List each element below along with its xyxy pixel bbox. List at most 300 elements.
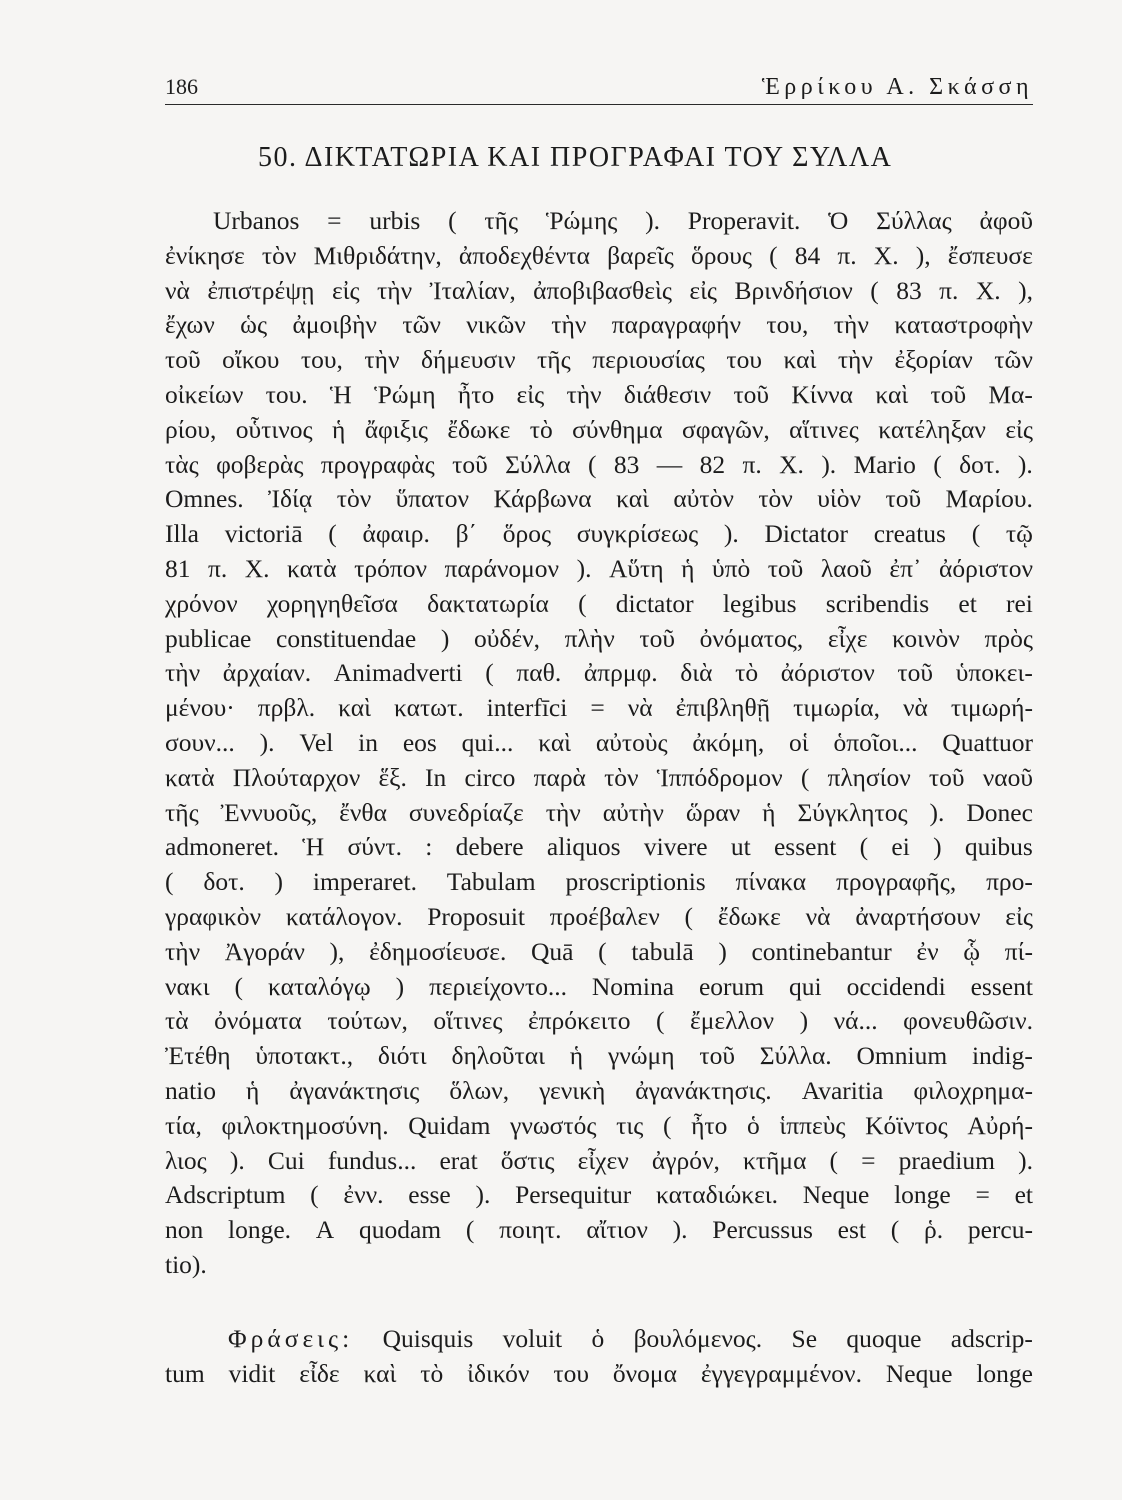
- word: π.: [742, 449, 762, 479]
- word: κατωτ.: [393, 693, 464, 723]
- word: τὰ: [165, 1006, 189, 1036]
- word: κατέληξαν: [878, 414, 986, 444]
- text-line: [165, 1322, 1033, 1357]
- word: ὑπὸ: [711, 553, 751, 583]
- word: του: [726, 345, 762, 375]
- word: Ῥώμης: [545, 206, 618, 235]
- word: (: [598, 936, 607, 966]
- word: βουλόμενος.: [633, 1324, 763, 1353]
- text-line: [165, 935, 1033, 970]
- word: ἡ: [569, 1041, 584, 1071]
- word: ᾧ: [963, 936, 981, 966]
- word: A: [315, 1215, 335, 1245]
- word: quoque: [846, 1324, 922, 1353]
- word: indig-: [971, 1041, 1033, 1071]
- word: τῆς: [165, 797, 199, 827]
- word: ἄφιξις: [364, 414, 428, 444]
- word: δηλοῦται: [451, 1041, 545, 1071]
- text-line: [165, 1004, 1033, 1039]
- word: tabulā: [631, 936, 694, 966]
- text-line: [165, 796, 1033, 831]
- word: Nomina: [591, 971, 675, 1001]
- page-number: 186: [165, 74, 198, 99]
- word: καὶ: [616, 484, 649, 514]
- word: Cui: [267, 1145, 305, 1175]
- word: εἶχεν: [577, 1145, 629, 1175]
- word: ἀπρμφ.: [583, 658, 658, 688]
- word: ἰδικόν: [467, 1358, 530, 1388]
- word: κοινὸν: [892, 623, 960, 653]
- word: φονευθῶσιν.: [903, 1006, 1033, 1036]
- word: π.: [208, 553, 228, 583]
- word: οὐδέν,: [474, 623, 541, 653]
- word: σφαγῶν,: [682, 414, 770, 444]
- word: ): [395, 971, 405, 1001]
- word: adscrip-: [950, 1324, 1033, 1353]
- word: τοῦ: [897, 658, 934, 688]
- word: Ἰδίᾳ: [268, 484, 313, 514]
- word: τὴν: [165, 658, 201, 688]
- word: Σύγκλητος: [797, 797, 908, 827]
- word: Κάρβωνα: [493, 484, 592, 514]
- word: λιος: [165, 1145, 207, 1175]
- word: εἶδε: [299, 1358, 340, 1388]
- word: μένου·: [165, 693, 235, 723]
- word: publicae: [165, 623, 252, 653]
- word: =: [327, 206, 342, 235]
- word: ἡ: [246, 1075, 260, 1105]
- word: δήμευσιν: [421, 345, 516, 375]
- text-line: [165, 1109, 1033, 1144]
- word: ἐν: [916, 936, 939, 966]
- text-line: [165, 1039, 1033, 1074]
- text-line: [165, 1213, 1033, 1248]
- word: continebantur: [751, 936, 892, 966]
- word: victoriā: [224, 519, 303, 549]
- word: longe: [976, 1358, 1033, 1388]
- word: ἀόριστον: [939, 553, 1033, 583]
- word: οἰκείων: [165, 379, 244, 409]
- text-line: [165, 691, 1033, 726]
- word: δοτ.: [203, 867, 245, 897]
- word: Ἱππόδρομον: [656, 762, 783, 792]
- word: debere: [455, 832, 524, 862]
- word: creatus: [873, 519, 946, 549]
- word: ἀφαιρ.: [362, 519, 430, 549]
- word: Dictator: [764, 519, 849, 549]
- text-line: [165, 1248, 1033, 1283]
- word: (: [655, 1006, 665, 1036]
- word: αἴτιον: [586, 1215, 648, 1245]
- word: χρόνον: [165, 588, 238, 618]
- text-line: [165, 482, 1033, 517]
- word: ὥραν: [685, 797, 741, 827]
- word: τία,: [165, 1110, 202, 1140]
- word: τιμωρία,: [793, 693, 880, 723]
- text-line: [165, 448, 1033, 483]
- word: νὰ: [165, 275, 190, 305]
- word: (: [165, 867, 174, 897]
- word: 83: [613, 449, 640, 479]
- word: ): [440, 623, 450, 653]
- word: τὴν: [377, 275, 413, 305]
- word: (: [971, 519, 981, 549]
- word: (: [485, 658, 494, 688]
- phrases-label: Φράσεις:: [228, 1324, 354, 1353]
- word: περιουσίας: [592, 345, 705, 375]
- word: ἐνίκησε: [165, 240, 245, 270]
- word: (: [829, 1145, 839, 1175]
- word: ἔχων: [165, 310, 215, 340]
- word: ἦτο: [457, 379, 495, 409]
- word: διότι: [377, 1041, 427, 1071]
- word: γενικὴ: [539, 1075, 606, 1105]
- word: Ἰταλίαν,: [429, 275, 516, 305]
- text-line: [165, 378, 1033, 413]
- word: αὐτοὺς: [595, 727, 668, 757]
- commentary-body: [165, 204, 1033, 1283]
- word: ἐπιβληθῇ: [675, 693, 771, 723]
- word: ).: [821, 449, 837, 479]
- word: (: [328, 519, 337, 549]
- word: Κόϊντος: [865, 1110, 948, 1140]
- word: αὐτὴν: [602, 797, 664, 827]
- word: vidit: [228, 1358, 276, 1388]
- word: interfīci: [486, 693, 568, 723]
- text-line: [165, 830, 1033, 865]
- word: 82: [699, 449, 726, 479]
- word: rei: [1005, 588, 1033, 618]
- word: νακι: [165, 971, 210, 1001]
- word: του,: [300, 345, 343, 375]
- word: ἡ: [762, 797, 776, 827]
- word: τῆς: [537, 345, 571, 375]
- word: τὸν: [336, 484, 372, 514]
- word: παρὰ: [533, 762, 586, 792]
- word: Mario: [853, 449, 916, 479]
- word: τὴν: [837, 345, 873, 375]
- text-line: [165, 308, 1033, 343]
- word: ).: [1018, 1145, 1033, 1175]
- text-line: [165, 726, 1033, 761]
- word: προγραφῆς,: [836, 867, 957, 897]
- word: Donec: [966, 797, 1033, 827]
- word: Se: [791, 1324, 818, 1353]
- word: =: [590, 693, 605, 723]
- word: Quattuor: [942, 727, 1033, 757]
- section-title: 50. ΔΙΚΤΑΤΩΡΙΑ ΚΑΙ ΠΡΟΓΡΑΦΑΙ ΤΟΥ ΣΥΛΛΑ: [258, 142, 893, 173]
- word: Χ.: [779, 449, 804, 479]
- word: (: [859, 832, 869, 862]
- word: εἰς: [1005, 901, 1033, 931]
- word: in: [358, 727, 378, 757]
- word: ἡ: [331, 414, 346, 444]
- word: Quā: [531, 936, 574, 966]
- word: κατὰ: [287, 553, 337, 583]
- word: Σύλλα: [505, 449, 571, 479]
- word: Χ.: [975, 275, 1001, 305]
- word: qui: [789, 971, 822, 1001]
- word: ὕπατον: [395, 484, 470, 514]
- word: urbis: [369, 206, 421, 235]
- word: Σύλλα.: [759, 1041, 832, 1071]
- word: quibus: [964, 832, 1033, 862]
- word: ῥ.: [923, 1215, 944, 1245]
- word: τῷ: [1005, 519, 1033, 549]
- word: τοῦ: [699, 1041, 735, 1071]
- word: ἡ: [681, 553, 695, 583]
- word: est: [837, 1215, 866, 1245]
- word: ἀρχαίαν.: [222, 658, 312, 688]
- word: voluit: [502, 1324, 563, 1353]
- word: πίνακα: [735, 867, 807, 897]
- word: πλὴν: [564, 623, 615, 653]
- word: 83: [896, 275, 922, 305]
- word: τοῦ: [928, 762, 965, 792]
- word: (: [890, 1215, 900, 1245]
- word: Quidam: [408, 1110, 491, 1140]
- word: τὴν: [165, 936, 201, 966]
- word: erat: [439, 1145, 478, 1175]
- text-line: [165, 900, 1033, 935]
- word: νὰ: [805, 901, 831, 931]
- word: νά...: [833, 1006, 878, 1036]
- word: ): [799, 1006, 809, 1036]
- word: χορηγηθεῖσα: [266, 588, 398, 618]
- text-line: [165, 204, 1033, 239]
- word: καὶ: [363, 1358, 397, 1388]
- word: imperaret.: [312, 867, 417, 897]
- word: φιλοχρημα-: [913, 1075, 1033, 1105]
- word: π.: [939, 275, 959, 305]
- word: Animadverti: [333, 658, 463, 688]
- phrases-paragraph: [165, 1322, 1033, 1392]
- word: παραγραφήν: [611, 310, 742, 340]
- word: τὴν: [364, 345, 400, 375]
- word: ὅρος: [502, 519, 552, 549]
- word: constituendae: [276, 623, 417, 653]
- word: προέβαλεν: [549, 901, 660, 931]
- word: κτῆμα: [742, 1145, 807, 1175]
- word: Omnium: [856, 1041, 948, 1071]
- word: fundus...: [327, 1145, 417, 1175]
- word: Χ.: [873, 240, 899, 270]
- word: ).: [1017, 449, 1033, 479]
- word: Ἀγοράν: [224, 936, 305, 966]
- word: =: [861, 1145, 876, 1175]
- word: ἀκόμη,: [692, 727, 765, 757]
- word: οὗτινος: [235, 414, 313, 444]
- word: longe.: [228, 1215, 292, 1245]
- word: Κίννα: [791, 379, 854, 409]
- text-line: [165, 1178, 1033, 1213]
- word: (: [448, 206, 457, 235]
- page-header: [165, 74, 1033, 105]
- word: ).: [229, 1145, 245, 1175]
- word: καταστροφὴν: [894, 310, 1033, 340]
- word: ).: [723, 519, 739, 549]
- word: π.: [837, 240, 857, 270]
- word: εἰς: [516, 379, 545, 409]
- word: Tabulam: [446, 867, 536, 897]
- word: ἐνν.: [343, 1180, 384, 1210]
- word: τὴν: [545, 797, 581, 827]
- word: τὸν: [758, 484, 793, 514]
- word: ὑποκει-: [955, 658, 1033, 688]
- word: ),: [1018, 275, 1033, 305]
- word: Μα-: [988, 379, 1033, 409]
- word: Persequitur: [515, 1180, 632, 1210]
- word: αὐτὸν: [673, 484, 734, 514]
- text-line: [165, 970, 1033, 1005]
- word: ἱππεὺς: [779, 1110, 846, 1140]
- word: ἐγγεγραμμένον.: [700, 1358, 862, 1388]
- word: Ἐννυοῦς,: [220, 797, 318, 827]
- word: Properavit.: [687, 206, 801, 235]
- word: Illa: [165, 519, 199, 549]
- word: ἐδημοσίευσε.: [369, 936, 507, 966]
- word: Μιθριδάτην,: [313, 240, 442, 270]
- word: εἶχε: [827, 623, 868, 653]
- word: τοῦ: [639, 623, 676, 653]
- word: πί-: [1004, 936, 1033, 966]
- word: ἀγανάκτησις.: [635, 1075, 772, 1105]
- word: σύνθημα: [572, 414, 663, 444]
- word: τις: [616, 1110, 644, 1140]
- word: Adscriptum: [165, 1180, 286, 1210]
- word: (: [234, 971, 244, 1001]
- word: Avaritia: [801, 1075, 884, 1105]
- word: eos: [402, 727, 437, 757]
- text-line: [165, 761, 1033, 796]
- word: καὶ: [538, 727, 572, 757]
- word: γνώμη: [607, 1041, 675, 1071]
- word: Quisquis: [382, 1324, 474, 1353]
- word: essent: [970, 971, 1033, 1001]
- word: (: [870, 275, 879, 305]
- word: γραφικὸν: [165, 901, 262, 931]
- word: essent: [773, 832, 837, 862]
- word: συγκρίσεως: [576, 519, 699, 549]
- word: (: [769, 240, 778, 270]
- word: τὴν: [833, 310, 869, 340]
- word: ἔνθα: [339, 797, 387, 827]
- word: τὰς: [165, 449, 199, 479]
- word: πρὸς: [984, 623, 1033, 653]
- word: (: [310, 1180, 319, 1210]
- word: σουν...: [165, 727, 235, 757]
- word: Ἡ: [329, 379, 352, 409]
- text-line: [165, 552, 1033, 587]
- word: εἰς: [331, 275, 360, 305]
- word: Neque: [885, 1358, 953, 1388]
- word: Ῥώμη: [374, 379, 436, 409]
- word: eorum: [698, 971, 765, 1001]
- word: :: [425, 832, 433, 862]
- word: ἀφοῦ: [979, 206, 1033, 235]
- word: του: [553, 1358, 589, 1388]
- word: tio: [165, 1249, 192, 1279]
- word: ἔσπευσε: [947, 240, 1033, 270]
- word: (: [800, 762, 810, 792]
- word: καὶ: [875, 379, 909, 409]
- word: ὑποτακτ.,: [255, 1041, 354, 1071]
- word: ).: [672, 1215, 688, 1245]
- word: φιλοκτημοσύνη.: [221, 1110, 389, 1140]
- word: qui...: [461, 727, 514, 757]
- word: ἀόριστον: [780, 658, 875, 688]
- word: dictator: [615, 588, 694, 618]
- word: αἵτινες: [789, 414, 859, 444]
- word: Urbanos: [213, 206, 300, 235]
- text-line: [165, 1144, 1033, 1179]
- word: longe: [894, 1180, 951, 1210]
- word: ).: [576, 553, 592, 583]
- word: τιμωρή-: [950, 693, 1033, 723]
- word: Ὁ: [828, 206, 849, 235]
- word: ὁ: [591, 1324, 605, 1353]
- word: οἴκου: [222, 345, 280, 375]
- word: circo: [464, 762, 516, 792]
- word: νικῶν: [466, 310, 526, 340]
- word: του,: [766, 310, 809, 340]
- text-line: [165, 517, 1033, 552]
- word: Μαρίου.: [945, 484, 1033, 514]
- word: ἀγανάκτησις: [289, 1075, 420, 1105]
- word: quodam: [358, 1215, 442, 1245]
- word: τοῦ: [452, 449, 488, 479]
- text-line: [165, 274, 1033, 309]
- word: ): [718, 936, 727, 966]
- word: τοῦ: [930, 379, 967, 409]
- word: (: [588, 449, 597, 479]
- word: τρόπον: [354, 553, 428, 583]
- word: παράνομον: [444, 553, 560, 583]
- word: ἔδωκε: [717, 901, 781, 931]
- word: tum: [165, 1358, 205, 1388]
- word: πλησίον: [827, 762, 911, 792]
- word: οἱ: [789, 727, 809, 757]
- word: διὰ: [680, 658, 713, 688]
- word: ),: [329, 936, 345, 966]
- word: Βρινδήσιον: [734, 275, 853, 305]
- word: β΄: [455, 519, 478, 549]
- word: percu-: [967, 1215, 1033, 1245]
- word: ἦτο: [691, 1110, 728, 1140]
- word: συνεδρίαζε: [408, 797, 524, 827]
- word: καὶ: [783, 345, 817, 375]
- word: κατὰ: [165, 762, 215, 792]
- word: scribendis: [825, 588, 930, 618]
- word: (: [662, 1110, 672, 1140]
- word: (: [578, 588, 587, 618]
- word: esse: [408, 1180, 451, 1210]
- word: praedium: [898, 1145, 995, 1175]
- word: et: [1014, 1180, 1033, 1210]
- word: ἐπιστρέψῃ: [207, 275, 315, 305]
- word: σύντ.: [347, 832, 403, 862]
- word: ).: [259, 727, 275, 757]
- word: Omnes.: [165, 484, 244, 514]
- word: (: [465, 1215, 475, 1245]
- word: ).: [475, 1180, 491, 1210]
- word: aliquos: [546, 832, 621, 862]
- word: προ-: [986, 867, 1033, 897]
- word: ναοῦ: [982, 762, 1033, 792]
- word: Neque: [802, 1180, 870, 1210]
- word: περιείχοντο...: [429, 971, 567, 1001]
- word: καὶ: [338, 693, 371, 723]
